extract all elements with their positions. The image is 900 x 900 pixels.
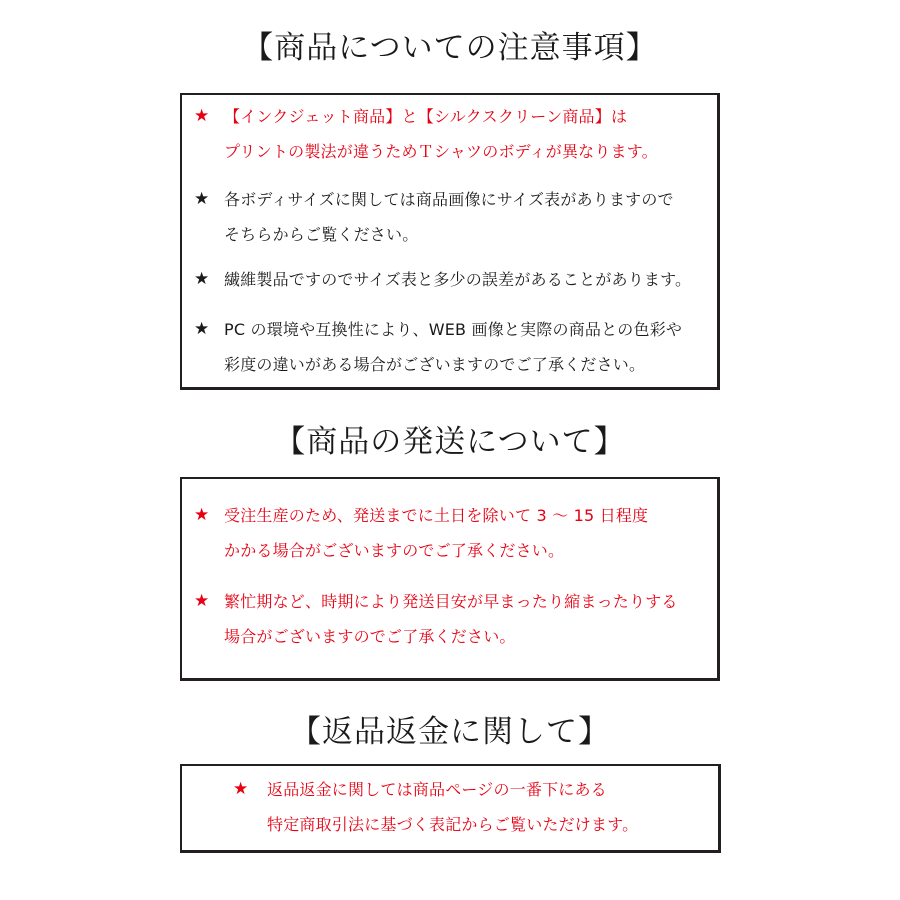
shipping-item-1 <box>194 498 648 568</box>
star-icon: ★ <box>194 319 210 339</box>
caution-item-4 <box>194 312 682 382</box>
star-icon: ★ <box>233 779 249 799</box>
star-icon: ★ <box>194 106 210 126</box>
caution-item-1-line-1: 【インクジェット商品】と【シルクスクリーン商品】は <box>224 107 628 126</box>
shipping-item-2-line-1: 繁忙期など、時期により発送目安が早まったり縮まったりする <box>224 592 678 611</box>
caution-item-1 <box>194 99 658 169</box>
refund-item-1 <box>233 772 638 842</box>
shipping-item-2 <box>194 584 678 654</box>
caution-item-3 <box>194 262 691 297</box>
shipping-heading: 【商品の発送について】 <box>274 424 626 460</box>
caution-item-2-line-1: 各ボディサイズに関しては商品画像にサイズ表がありますので <box>224 190 674 209</box>
refund-item-1-line-2: 特定商取引法に基づく表記からご覧いただけます。 <box>267 815 639 834</box>
caution-item-1-line-2: プリントの製法が違うためＴシャツのボディが異なります。 <box>224 142 658 161</box>
shipping-item-2-line-2: 場合がございますのでご了承ください。 <box>224 627 516 646</box>
caution-item-4-line-2: 彩度の違いがある場合がございますのでご了承ください。 <box>224 355 646 374</box>
star-icon: ★ <box>194 505 210 525</box>
caution-item-2 <box>194 182 674 252</box>
caution-item-3-line-1: 繊維製品ですのでサイズ表と多少の誤差があることがあります。 <box>224 270 692 289</box>
caution-item-4-line-1: PC の環境や互換性により、WEB 画像と実際の商品との色彩や <box>224 320 683 339</box>
refund-item-1-line-1: 返品返金に関しては商品ページの一番下にある <box>267 780 607 799</box>
refund-heading: 【返品返金に関して】 <box>290 714 610 750</box>
caution-item-2-line-2: そちらからご覧ください。 <box>224 225 419 244</box>
shipping-item-1-line-1: 受注生産のため、発送までに土日を除いて 3 〜 15 日程度 <box>224 506 649 525</box>
star-icon: ★ <box>194 591 210 611</box>
caution-heading: 【商品についての注意事項】 <box>242 30 658 66</box>
shipping-item-1-line-2: かかる場合がございますのでご了承ください。 <box>224 541 565 560</box>
star-icon: ★ <box>194 189 210 209</box>
star-icon: ★ <box>194 269 210 289</box>
